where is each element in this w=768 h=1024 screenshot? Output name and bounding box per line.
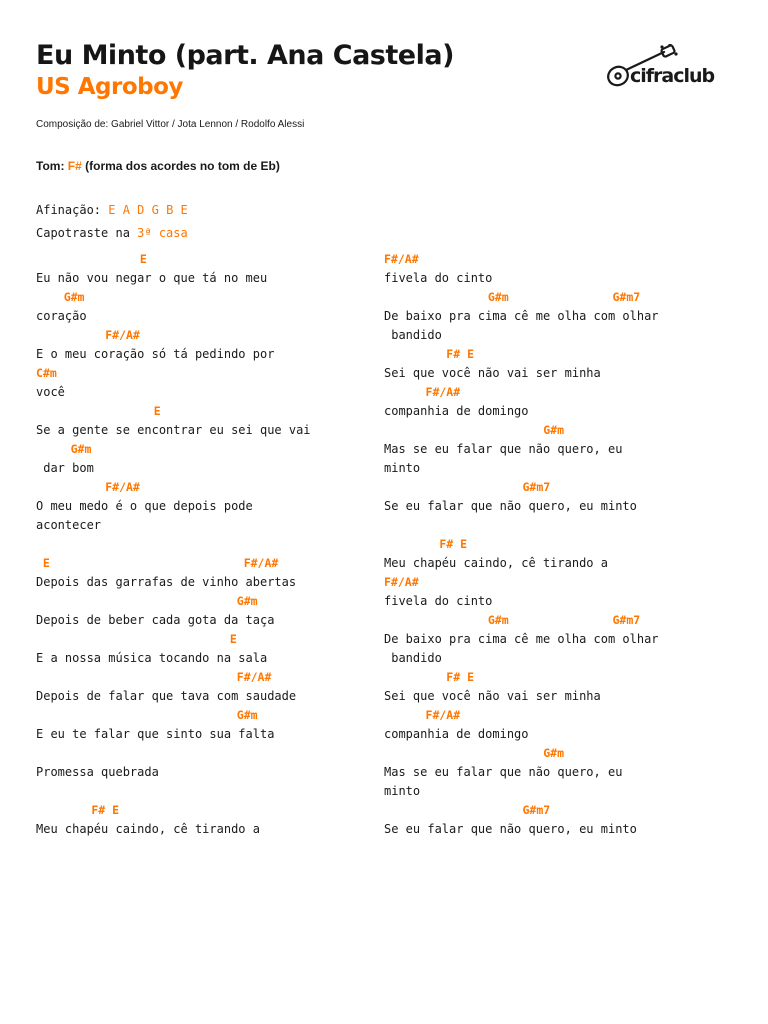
lyric-line: Promessa quebrada [36, 765, 159, 779]
guitar-icon [604, 44, 724, 96]
chord-line[interactable]: G#m7 [384, 803, 551, 817]
lyric-line: acontecer [36, 518, 102, 532]
chord-line[interactable]: F# E [36, 803, 120, 817]
chord-line[interactable]: F#/A# [384, 252, 419, 266]
composition-credits: Composição de: Gabriel Vittor / Jota Lennon / Rodolfo Alessi [36, 119, 305, 130]
capo-value: 3ª casa [137, 226, 188, 240]
lyric-line: Meu chapéu caindo, cê tirando a [384, 556, 608, 570]
chord-line[interactable]: F#/A# [384, 385, 461, 399]
chord-line[interactable]: C#m [36, 366, 57, 380]
lyric-line: Sei que você não vai ser minha [384, 689, 601, 703]
chord-line[interactable]: F# E [384, 347, 475, 361]
tom-note: (forma dos acordes no tom de Eb) [85, 159, 280, 173]
capo [36, 226, 188, 240]
lyric-line: bandido [384, 651, 442, 665]
lyric-line: Sei que você não vai ser minha [384, 366, 601, 380]
chord-line[interactable]: G#m [36, 708, 258, 722]
chord-line[interactable]: E [36, 404, 161, 418]
artist-name[interactable]: US Agroboy [36, 74, 183, 100]
chord-line[interactable]: G#m7 [384, 480, 551, 494]
lyric-line: você [36, 385, 65, 399]
lyric-line: Eu não vou negar o que tá no meu [36, 271, 268, 285]
song-title: Eu Minto (part. Ana Castela) [36, 40, 454, 71]
lyric-line: E o meu coração só tá pedindo por [36, 347, 275, 361]
tuning-label: Afinação: [36, 203, 102, 217]
tom-key[interactable]: F# [67, 159, 82, 173]
chord-line[interactable]: F#/A# [36, 328, 140, 342]
lyric-line: minto [384, 784, 421, 798]
chord-line[interactable]: F#/A# [384, 708, 461, 722]
tom-label: Tom: [36, 159, 65, 173]
lyric-line: Se eu falar que não quero, eu minto [384, 822, 637, 836]
song-key [36, 159, 280, 173]
cifraclub-logo[interactable] [604, 44, 724, 96]
lyric-line: dar bom [36, 461, 94, 475]
lyric-line: Mas se eu falar que não quero, eu [384, 765, 623, 779]
lyric-line: companhia de domingo [384, 727, 529, 741]
logo-text: cifraclub [630, 65, 715, 87]
chord-line[interactable]: E [36, 252, 147, 266]
lyric-line: Meu chapéu caindo, cê tirando a [36, 822, 260, 836]
chord-line[interactable]: G#m [36, 290, 85, 304]
lyric-line: minto [384, 461, 421, 475]
lyric-line: O meu medo é o que depois pode [36, 499, 253, 513]
lyrics-column-right [384, 250, 659, 839]
lyric-line: De baixo pra cima cê me olha com olhar [384, 632, 659, 646]
chord-line[interactable]: G#m G#m7 [384, 290, 641, 304]
blank-line [36, 782, 311, 801]
chord-line[interactable]: E F#/A# [36, 556, 279, 570]
lyric-line: coração [36, 309, 87, 323]
capo-label: Capotraste na [36, 226, 130, 240]
lyric-line: E eu te falar que sinto sua falta [36, 727, 275, 741]
lyric-line: Depois das garrafas de vinho abertas [36, 575, 297, 589]
lyric-line: Se a gente se encontrar eu sei que vai [36, 423, 311, 437]
blank-line [36, 744, 311, 763]
lyric-line: Mas se eu falar que não quero, eu [384, 442, 623, 456]
chord-line[interactable]: F#/A# [36, 670, 272, 684]
chord-line[interactable]: G#m [36, 442, 92, 456]
tuning [36, 203, 188, 217]
chord-line[interactable]: G#m [384, 423, 565, 437]
lyric-line: Depois de falar que tava com saudade [36, 689, 297, 703]
chord-line[interactable]: F#/A# [384, 575, 419, 589]
chord-line[interactable]: F#/A# [36, 480, 140, 494]
chord-line[interactable]: G#m [384, 746, 565, 760]
chord-line[interactable]: G#m [36, 594, 258, 608]
blank-line [384, 516, 659, 535]
lyric-line: fivela do cinto [384, 594, 493, 608]
blank-line [36, 535, 311, 554]
chord-line[interactable]: F# E [384, 537, 468, 551]
lyric-line: De baixo pra cima cê me olha com olhar [384, 309, 659, 323]
chord-line[interactable]: G#m G#m7 [384, 613, 641, 627]
lyric-line: bandido [384, 328, 442, 342]
chord-line[interactable]: E [36, 632, 237, 646]
chord-line[interactable]: F# E [384, 670, 475, 684]
lyric-line: E a nossa música tocando na sala [36, 651, 268, 665]
lyric-line: Depois de beber cada gota da taça [36, 613, 275, 627]
lyric-line: Se eu falar que não quero, eu minto [384, 499, 637, 513]
lyric-line: fivela do cinto [384, 271, 493, 285]
tuning-value[interactable]: E A D G B E [108, 203, 188, 217]
lyrics-column-left [36, 250, 311, 839]
lyric-line: companhia de domingo [384, 404, 529, 418]
